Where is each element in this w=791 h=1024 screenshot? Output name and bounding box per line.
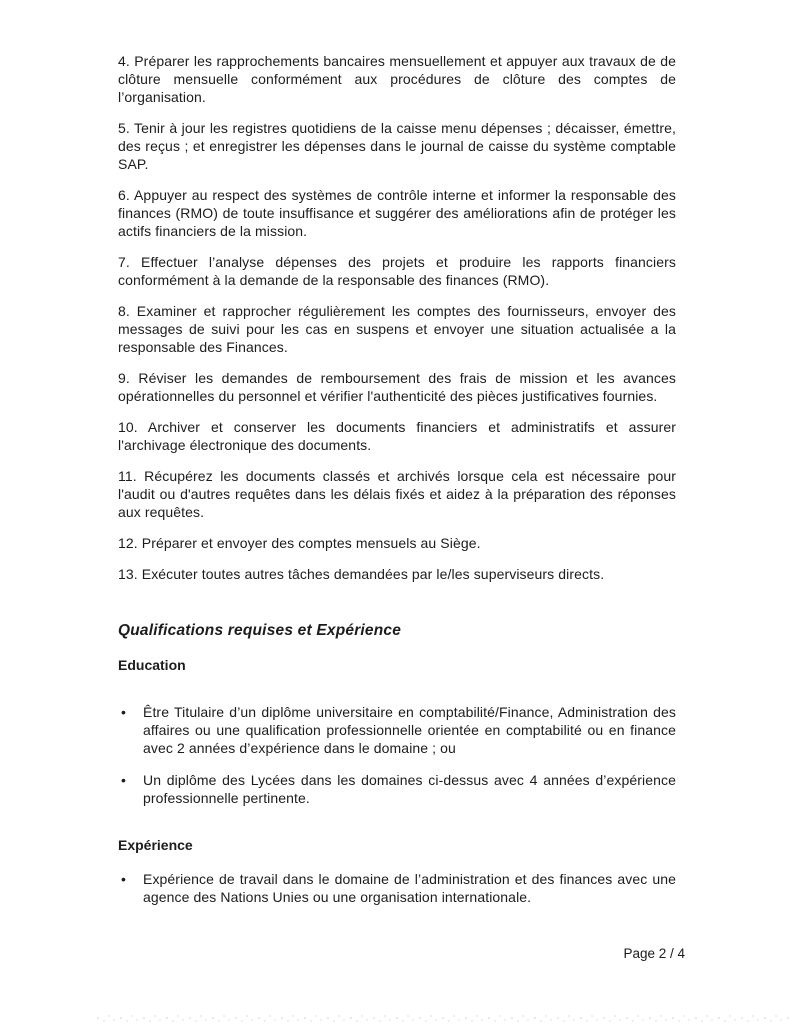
scan-noise-strip — [95, 1014, 791, 1024]
education-bullet-list — [118, 703, 676, 807]
task-paragraph-9: 9. Réviser les demandes de remboursement des frais de mission et les avances opérationnelles du personnel et vérifier l'authenticité des pièces justificatives fournies. — [118, 370, 676, 404]
qualifications-heading: Qualifications requises et Expérience — [118, 622, 402, 639]
experience-heading: Expérience — [118, 837, 193, 853]
task-paragraph-5: 5. Tenir à jour les registres quotidiens de la caisse menu dépenses ; décaisser, émettre, des reçus ; et enregistrer les dépenses dans le journal de caisse du système comptable SAP. — [118, 120, 676, 172]
task-paragraph-10: 10. Archiver et conserver les documents financiers et administratifs et assurer l'archivage électronique des documents. — [118, 419, 676, 453]
task-paragraph-12: 12. Préparer et envoyer des comptes mensuels au Siège. — [118, 535, 481, 551]
document-body — [118, 52, 676, 920]
task-paragraph-13: 13. Exécuter toutes autres tâches demandées par le/les superviseurs directs. — [118, 566, 605, 582]
education-bullet-item: • Être Titulaire d’un diplôme universitaire en comptabilité/Finance, Administration des affaires ou une qualification professionnelle orientée en comptabilité ou en finance avec 2 années d’expérience dans le domaine ; ou — [118, 703, 676, 757]
task-paragraph-6: 6. Appuyer au respect des systèmes de contrôle interne et informer la responsable des finances (RMO) de toute insuffisance et suggérer des améliorations afin de protéger les actifs financiers de la mission. — [118, 187, 676, 239]
page-number: Page 2 / 4 — [623, 946, 685, 961]
task-paragraph-7: 7. Effectuer l’analyse dépenses des projets et produire les rapports financiers conformément à la demande de la responsable des finances (RMO). — [118, 254, 676, 288]
education-bullet-item: • Un diplôme des Lycées dans les domaines ci-dessus avec 4 années d’expérience professionnelle pertinente. — [118, 771, 676, 807]
task-paragraph-8: 8. Examiner et rapprocher régulièrement les comptes des fournisseurs, envoyer des messages de suivi pour les cas en suspens et envoyer une situation actualisée a la responsable des Finances. — [118, 303, 676, 355]
experience-bullet-list — [118, 870, 676, 906]
task-paragraph-4: 4. Préparer les rapprochements bancaires mensuellement et appuyer aux travaux de de clôture mensuelle conformément aux procédures de clôture des comptes de l’organisation. — [118, 53, 676, 105]
task-paragraph-11: 11. Récupérez les documents classés et archivés lorsque cela est nécessaire pour l'audit ou d'autres requêtes dans les délais fixés et aidez à la préparation des réponses aux requêtes. — [118, 468, 676, 520]
experience-bullet-item: • Expérience de travail dans le domaine de l’administration et des finances avec une agence des Nations Unies ou une organisation internationale. — [118, 870, 676, 906]
education-heading: Education — [118, 657, 186, 673]
